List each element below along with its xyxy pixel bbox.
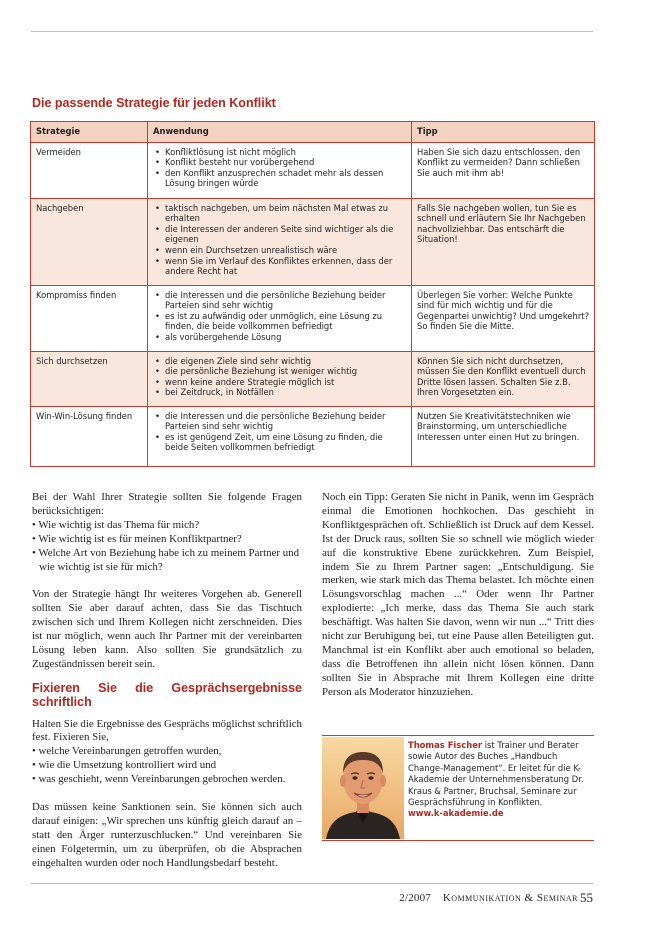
author-description: ist Trainer und Berater sowie Autor des Buches „Handbuch Change-Management“. Er leitet für die K-Akademie der Unternehmensberatung Dr. Kraus & Partner, Bruchsal, Seminare zur Gesprächsführung in Konflikten.	[408, 740, 584, 808]
author-photo	[322, 737, 404, 839]
list-item: • die persönliche Beziehung ist weniger wichtig	[165, 366, 406, 377]
section-heading: Fixieren Sie die Gesprächsergebnisse schriftlich	[32, 680, 302, 709]
table-header-row	[31, 122, 595, 143]
header-application: Anwendung	[148, 122, 412, 143]
magazine-title: Kommunikation & Seminar	[442, 892, 578, 904]
tip-cell: Falls Sie nachgeben wollen, tun Sie es schnell und erläutern Sie Ihr Nachgeben nachvollziehbar. Das entschärft die Situation!	[412, 198, 595, 285]
table-row	[31, 406, 595, 466]
application-list	[153, 411, 406, 453]
list-item: • es ist zu aufwändig oder unmöglich, eine Lösung zu finden, die beide vollkommen befriedigt	[165, 311, 406, 332]
list-item: • als vorübergehende Lösung	[165, 332, 406, 343]
list-item: • bei Zeitdruck, in Notfällen	[165, 387, 406, 398]
sanctions-paragraph: Das müssen keine Sanktionen sein. Sie können sich auch darauf einigen: „Wir sprechen uns künftig gleich darauf an – statt den Ärger runterzuschlucken.“ Und vereinbaren Sie einen Folgetermin, um zu überprüfen, ob die Absprachen eingehalten wurden oder noch Handlungsbedarf besteht.	[32, 801, 302, 869]
header-tip: Tipp	[412, 122, 595, 143]
application-cell	[148, 198, 412, 285]
list-item: • wenn ein Durchsetzen unrealistisch wäre	[165, 245, 406, 256]
list-item: • welche Vereinbarungen getroffen wurden,	[32, 745, 302, 759]
list-item: • wenn keine andere Strategie möglich ist	[165, 377, 406, 388]
list-item: • wenn Sie im Verlauf des Konfliktes erkennen, dass der andere Recht hat	[165, 256, 406, 277]
strategy-paragraph: Von der Strategie hängt Ihr weiteres Vorgehen ab. Generell sollten Sie aber darauf achten, dass Sie das Tischtuch zwischen sich und Ihrem Kollegen nicht zerschneiden. Dies ist nur möglich, wenn auch Ihr Partner mit der vereinbarten Lösung leben kann. Also sollten Sie grundsätzlich zu Zugeständnissen bereit sein.	[32, 588, 302, 670]
strategy-table	[30, 121, 595, 467]
list-item: • Wie wichtig ist das Thema für mich?	[32, 519, 302, 533]
author-name: Thomas Fischer	[408, 740, 483, 750]
list-item: • taktisch nachgeben, um beim nächsten Mal etwas zu erhalten	[165, 203, 406, 224]
tip-cell: Haben Sie sich dazu entschlossen, den Konflikt zu vermeiden? Dann schließen Sie auch mit ihm ab!	[412, 142, 595, 198]
list-item: • Welche Art von Beziehung habe ich zu meinem Partner und wie wichtig ist sie für mich?	[32, 547, 302, 575]
list-item: • die Interessen und die persönliche Beziehung beider Parteien sind sehr wichtig	[165, 411, 406, 432]
list-item: • Konfliktlösung ist nicht möglich	[165, 147, 406, 158]
table-title: Die passende Strategie für jeden Konflikt	[32, 96, 276, 110]
tip-paragraph: Noch ein Tipp: Geraten Sie nicht in Panik, wenn im Gespräch einmal die Emotionen hochkochen. Das geschieht in Konfliktgesprächen oft. Schließlich ist Druck auf dem Kessel. Ist der Druck raus, sollten Sie so schnell wie möglich wieder auf die konstruktive Ebene zurückkehren. Zum Beispiel, indem Sie zu Ihrem Partner sagen: „Entschuldigung. Sie merken, wie stark mich das Thema belastet. Ich möchte einen Lösungsvorschlag machen ...“ Oder wenn Ihr Partner explodierte: „Ich merke, dass das Thema Sie auch stark beschäftigt. Was halten Sie davon, wenn wir nun ...“ Tritt dies nicht zur Beruhigung bei, tut eine Pause allen Beteiligten gut. Manchmal ist ein Konflikt aber auch emotional so beladen, dass die Betroffenen ihn allein nicht lösen können. Dann sollten Sie in Absprache mit Ihrem Kollegen eine dritte Person als Moderator hinzuziehen.	[322, 491, 594, 698]
tip-cell: Können Sie sich nicht durchsetzen, müssen Sie den Konflikt eventuell durch Dritte lösen lassen. Schalten Sie z.B. Ihren Vorgesetzten ein.	[412, 351, 595, 406]
list-item: • wie die Umsetzung kontrolliert wird und	[32, 759, 302, 773]
author-portrait-image	[322, 737, 404, 839]
author-box	[322, 735, 594, 841]
author-website-link[interactable]: www.k-akademie.de	[408, 808, 504, 819]
question-list	[32, 519, 302, 575]
tip-cell: Nutzen Sie Kreativitätstechniken wie Brainstorming, um unterschiedliche Interessen unter einen Hut zu bringen.	[412, 406, 595, 466]
table-row	[31, 285, 595, 351]
intro-paragraph: Bei der Wahl Ihrer Strategie sollten Sie folgende Fragen berücksichtigen:	[32, 491, 302, 517]
strategy-cell: Nachgeben	[31, 198, 148, 285]
list-item: • es ist genügend Zeit, um eine Lösung zu finden, die beide Seiten vollkommen befriedigt	[165, 432, 406, 453]
list-item: • Wie wichtig ist es für meinen Konfliktpartner?	[32, 533, 302, 547]
strategy-cell: Sich durchsetzen	[31, 351, 148, 406]
left-column	[32, 491, 302, 871]
tip-cell: Überlegen Sie vorher: Welche Punkte sind für mich wichtig und für die Gegenpartei unwichtig? Und umgekehrt? So finden Sie die Mitte.	[412, 285, 595, 351]
bottom-rule	[31, 883, 593, 884]
strategy-cell: Kompromiss finden	[31, 285, 148, 351]
top-rule	[31, 31, 593, 32]
list-item: • den Konflikt anzusprechen schadet mehr als dessen Lösung bringen würde	[165, 168, 406, 189]
fix-list	[32, 745, 302, 787]
right-column	[322, 491, 594, 700]
header-strategy: Strategie	[31, 122, 148, 143]
application-list	[153, 147, 406, 189]
table-row	[31, 351, 595, 406]
application-cell	[148, 142, 412, 198]
list-item: • Konflikt besteht nur vorübergehend	[165, 157, 406, 168]
application-cell	[148, 285, 412, 351]
author-bio	[408, 740, 592, 820]
table-row	[31, 198, 595, 285]
application-list	[153, 203, 406, 277]
list-item: • die Interessen und die persönliche Beziehung beider Parteien sind sehr wichtig	[165, 290, 406, 311]
table-row	[31, 142, 595, 198]
page-footer	[399, 892, 578, 904]
strategy-cell: Win-Win-Lösung finden	[31, 406, 148, 466]
application-list	[153, 290, 406, 343]
application-cell	[148, 351, 412, 406]
list-item: • was geschieht, wenn Vereinbarungen gebrochen werden.	[32, 773, 302, 787]
application-cell	[148, 406, 412, 466]
application-list	[153, 356, 406, 398]
fix-intro-paragraph: Halten Sie die Ergebnisse des Gesprächs möglichst schriftlich fest. Fixieren Sie,	[32, 717, 302, 744]
list-item: • die eigenen Ziele sind sehr wichtig	[165, 356, 406, 367]
list-item: • die Interessen der anderen Seite sind wichtiger als die eigenen	[165, 224, 406, 245]
strategy-cell: Vermeiden	[31, 142, 148, 198]
page-number: 55	[580, 890, 593, 905]
issue-number: 2/2007	[399, 892, 432, 904]
